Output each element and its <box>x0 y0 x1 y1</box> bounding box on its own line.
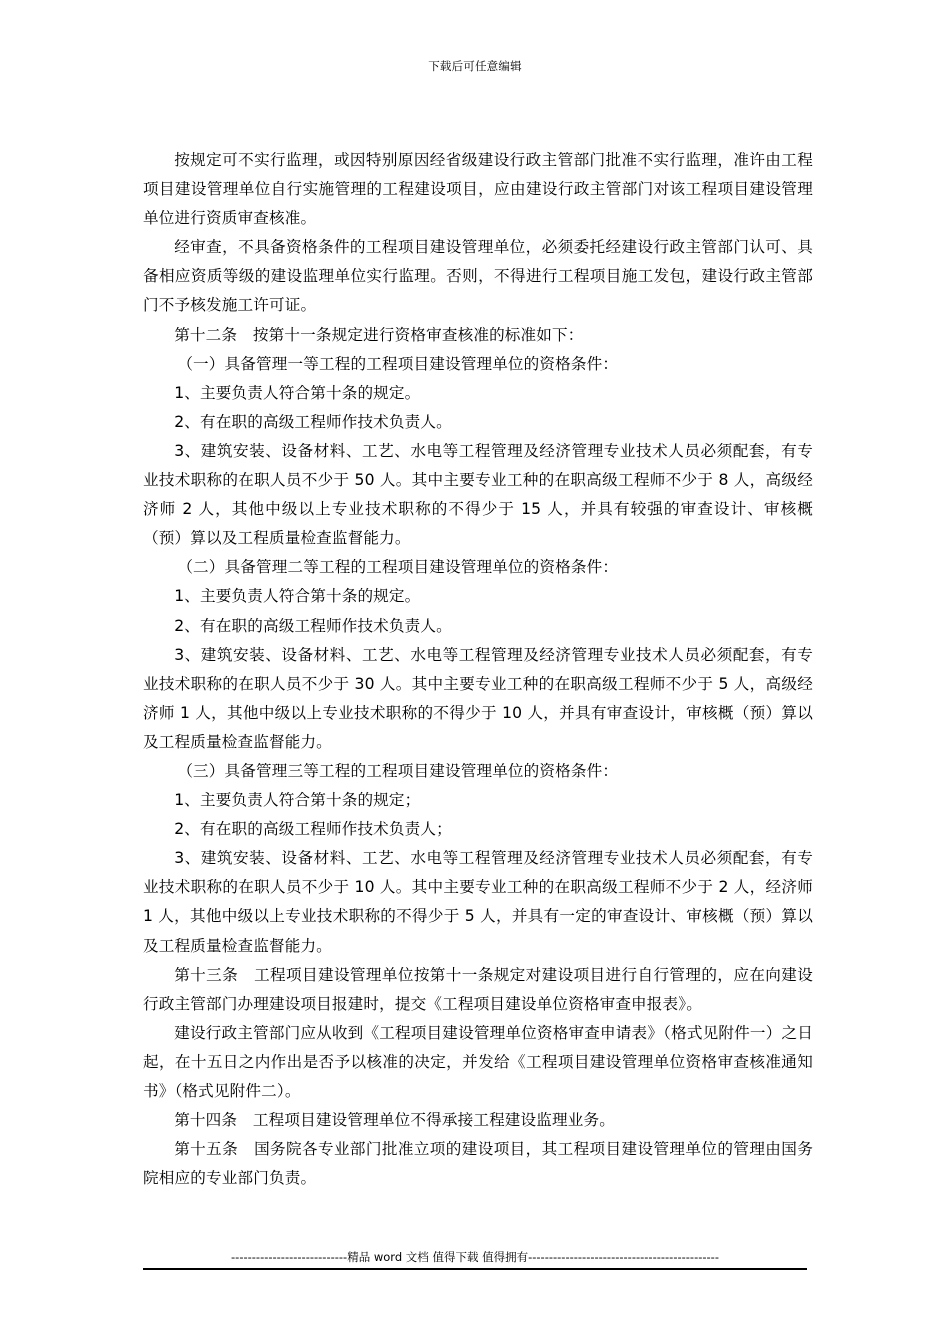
list-item: 2、有在职的高级工程师作技术负责人。 <box>174 412 452 431</box>
paragraph: 建设行政主管部门应从收到《工程项目建设管理单位资格审查申请表》（格式见附件一）之日起，在十五日之内作出是否予以核准的决定，并发给《工程项目建设管理单位资格审查核准通知书》（格式见附件二）。 <box>143 1023 813 1100</box>
list-item: 3、建筑安装、设备材料、工艺、水电等工程管理及经济管理专业技术人员必须配套，有专业技术职称的在职人员不少于 10 人。其中主要专业工种的在职高级工程师不少于 2 人，经济师 1 人，其他中级以上专业技术职称的不得少于 5 人，并具有一定的审查设计、审核概（预）算以及工程质量检查监督能力。 <box>143 849 813 955</box>
section-heading-grade-2: （二）具备管理二等工程的工程项目建设管理单位的资格条件： <box>177 558 619 577</box>
page-footer: ----------------------------精品 word 文档 值得下载 值得拥有---------------------------------------------- <box>231 1250 719 1264</box>
article-13: 第十三条 工程项目建设管理单位按第十一条规定对建设项目进行自行管理的，应在向建设行政主管部门办理建设项目报建时，提交《工程项目建设单位资格审查申报表》。 <box>143 965 813 1013</box>
list-item: 3、建筑安装、设备材料、工艺、水电等工程管理及经济管理专业技术人员必须配套，有专业技术职称的在职人员不少于 30 人。其中主要专业工种的在职高级工程师不少于 5 人，高级经济师 1 人，其他中级以上专业技术职称的不得少于 10 人，并具有审查设计，审核概（预）算以及工程质量检查监督能力。 <box>143 645 813 751</box>
section-heading-grade-1: （一）具备管理一等工程的工程项目建设管理单位的资格条件： <box>177 354 619 373</box>
page-header: 下载后可任意编辑 <box>428 59 522 73</box>
article-12-heading: 第十二条 按第十一条规定进行资格审查核准的标准如下： <box>174 325 584 344</box>
list-item: 2、有在职的高级工程师作技术负责人。 <box>174 616 452 635</box>
section-heading-grade-3: （三）具备管理三等工程的工程项目建设管理单位的资格条件： <box>177 761 619 780</box>
list-item: 1、主要负责人符合第十条的规定。 <box>174 383 421 402</box>
document-body <box>143 146 813 1193</box>
footer-divider <box>143 1268 807 1270</box>
paragraph: 按规定可不实行监理，或因特别原因经省级建设行政主管部门批准不实行监理，准许由工程项目建设管理单位自行实施管理的工程建设项目，应由建设行政主管部门对该工程项目建设管理单位进行资质审查核准。 <box>143 151 813 228</box>
list-item: 1、主要负责人符合第十条的规定。 <box>174 587 421 606</box>
list-item: 2、有在职的高级工程师作技术负责人； <box>174 820 452 839</box>
list-item: 1、主要负责人符合第十条的规定； <box>174 791 421 810</box>
list-item: 3、建筑安装、设备材料、工艺、水电等工程管理及经济管理专业技术人员必须配套，有专业技术职称的在职人员不少于 50 人。其中主要专业工种的在职高级工程师不少于 8 人，高级经济师 2 人，其他中级以上专业技术职称的不得少于 15 人，并具有较强的审查设计、审核概（预）算以及工程质量检查监督能力。 <box>143 441 813 548</box>
article-14: 第十四条 工程项目建设管理单位不得承接工程建设监理业务。 <box>174 1111 616 1130</box>
article-15: 第十五条 国务院各专业部门批准立项的建设项目，其工程项目建设管理单位的管理由国务院相应的专业部门负责。 <box>143 1140 813 1188</box>
paragraph: 经审查，不具备资格条件的工程项目建设管理单位，必须委托经建设行政主管部门认可、具备相应资质等级的建设监理单位实行监理。否则，不得进行工程项目施工发包，建设行政主管部门不予核发施工许可证。 <box>143 238 813 315</box>
